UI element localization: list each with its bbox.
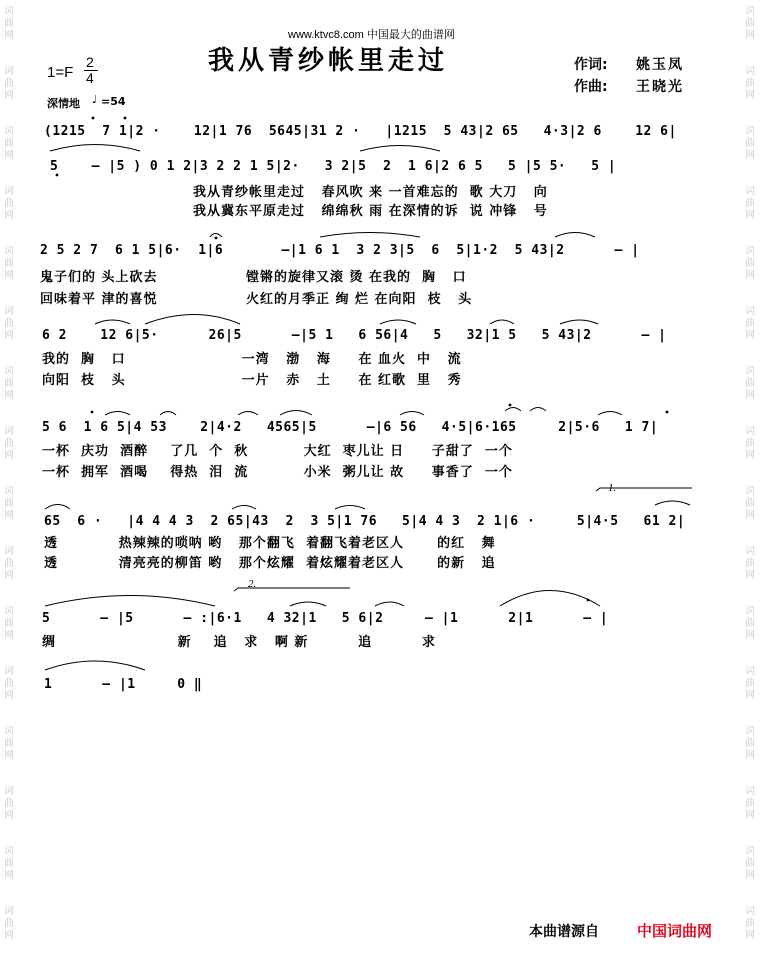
notation-line: 5 — |5 ) 0 1 2|3 2 2 1 5|2· 3 2|5 2 1 6|2 6 5 5 |5 5· 5 | xyxy=(50,159,617,174)
slur-arc xyxy=(45,596,215,607)
watermark-block: 词曲网 xyxy=(745,66,755,101)
watermark-block: 词曲网 xyxy=(4,726,14,761)
watermark-block: 词曲网 xyxy=(4,306,14,341)
lyric-line-verse-1: 绸 新 追 求 啊 新 追 求 xyxy=(42,635,436,650)
slur-arc xyxy=(45,661,145,670)
first-ending-label: 1. xyxy=(608,482,617,494)
watermark-block: 词曲网 xyxy=(4,126,14,161)
lyric-line-verse-2: 回味着平 津的喜悦 火红的月季正 绚 烂 在向阳 枝 头 xyxy=(40,292,473,307)
slur-arc xyxy=(105,412,130,416)
second-ending-label: 2. xyxy=(248,578,257,590)
octave-dot xyxy=(56,174,59,177)
time-signature-bottom: 4 xyxy=(86,70,94,86)
lyric-line-verse-1: 一杯 庆功 酒醉 了几 个 秋 大红 枣儿让 日 子甜了 一个 xyxy=(42,444,513,459)
slur-arc xyxy=(360,146,440,152)
lyric-line-verse-1: 鬼子们的 头上砍去 镗锵的旋律又滚 烫 在我的 胸 口 xyxy=(40,270,467,285)
watermark-block: 词曲网 xyxy=(745,426,755,461)
lyric-line-verse-2: 一杯 拥军 酒喝 得热 泪 流 小米 粥儿让 故 事香了 一个 xyxy=(42,465,513,480)
watermark-block: 词曲网 xyxy=(745,6,755,41)
lyric-line-verse-1: 我从青纱帐里走过 春风吹 来 一首难忘的 歌 大刀 向 xyxy=(193,185,548,200)
watermark-block: 词曲网 xyxy=(4,846,14,881)
octave-dot xyxy=(666,411,669,414)
key-signature: 1=F xyxy=(47,64,74,81)
notation-line: 2 5 2 7 6 1 5|6· 1|6 —|1 6 1 3 2 3|5 6 5|1·2 5 43|2 — | xyxy=(40,243,640,258)
slur-arc xyxy=(95,320,130,324)
watermark-block: 词曲网 xyxy=(745,546,755,581)
watermark-block: 词曲网 xyxy=(4,186,14,221)
slur-arc xyxy=(238,412,258,416)
watermark-block: 词曲网 xyxy=(745,486,755,521)
lyric-line-verse-1: 透 热辣辣的唢呐 哟 那个翻飞 着翻飞着老区人 的红 舞 xyxy=(44,536,496,551)
watermark-block: 词曲网 xyxy=(745,726,755,761)
quarter-note-icon: ♩ xyxy=(92,93,98,106)
composer-name: 王晓光 xyxy=(636,79,684,95)
slur-arc xyxy=(290,602,326,606)
octave-dot xyxy=(91,411,94,414)
lyric-line-verse-2: 我从冀东平原走过 绵绵秋 雨 在深情的诉 说 冲锋 号 xyxy=(193,204,548,219)
notation-line: (1215 7 1|2 · 12|1 76 5645|31 2 · |1215 5 43|2 65 4·3|2 6 12 6| xyxy=(44,124,677,139)
slur-arc xyxy=(280,411,312,416)
slur-arc xyxy=(210,234,222,238)
watermark-block: 词曲网 xyxy=(4,906,14,941)
watermark-block: 词曲网 xyxy=(4,666,14,701)
octave-dot xyxy=(509,404,512,407)
fermata-dot xyxy=(587,599,590,602)
lyricist-name: 姚玉凤 xyxy=(636,57,684,73)
lyric-line-verse-2: 向阳 枝 头 一片 赤 土 在 红歌 里 秀 xyxy=(42,373,462,388)
slur-arc xyxy=(50,145,140,152)
slur-arc xyxy=(145,315,240,325)
first-ending-bracket xyxy=(596,488,692,491)
slur-arc xyxy=(505,408,521,412)
watermark-block: 词曲网 xyxy=(745,186,755,221)
tempo-value: =54 xyxy=(101,95,126,108)
slur-arc xyxy=(45,505,70,510)
notation-line: 5 6 1 6 5|4 53 2|4·2 4565|5 —|6 56 4·5|6·165 2|5·6 1 7| xyxy=(42,420,659,435)
slur-arc xyxy=(232,506,256,510)
notation-line: 6 2 12 6|5· 26|5 —|5 1 6 56|4 5 32|1 5 5 43|2 — | xyxy=(42,328,667,343)
octave-dot xyxy=(124,117,127,120)
composer-label: 作曲: xyxy=(574,79,608,95)
footer-source-label: 本曲谱源自 xyxy=(529,924,599,940)
watermark-block: 词曲网 xyxy=(4,486,14,521)
slur-arc xyxy=(560,320,598,324)
lyric-line-verse-1: 我的 胸 口 一湾 渤 海 在 血火 中 流 xyxy=(42,352,462,367)
watermark-block: 词曲网 xyxy=(4,606,14,641)
watermark-block: 词曲网 xyxy=(745,846,755,881)
slur-arc xyxy=(375,602,404,606)
second-ending-bracket xyxy=(234,588,350,591)
slur-arc xyxy=(655,501,690,505)
watermark-block: 词曲网 xyxy=(745,906,755,941)
watermark-block: 词曲网 xyxy=(4,426,14,461)
watermark-block: 词曲网 xyxy=(4,366,14,401)
slur-arc xyxy=(490,320,514,324)
slur-arc xyxy=(555,233,595,238)
watermark-block: 词曲网 xyxy=(4,786,14,821)
slur-arc xyxy=(598,412,622,416)
watermark-block: 词曲网 xyxy=(4,546,14,581)
lyric-line-verse-2: 透 清亮亮的柳笛 哟 那个炫耀 着炫耀着老区人 的新 追 xyxy=(44,556,496,571)
slur-arc xyxy=(530,408,546,412)
slur-arc xyxy=(400,412,424,416)
octave-dot xyxy=(92,117,95,120)
watermark-block: 词曲网 xyxy=(745,126,755,161)
slur-arc xyxy=(500,591,600,607)
watermark-block: 词曲网 xyxy=(4,6,14,41)
footer-source-name: 中国词曲网 xyxy=(637,922,713,940)
slur-arc xyxy=(320,233,420,238)
watermark-block: 词曲网 xyxy=(745,306,755,341)
tempo-marking: 深情地 xyxy=(47,97,80,110)
time-signature-top: 2 xyxy=(86,54,94,70)
watermark-block: 词曲网 xyxy=(745,246,755,281)
site-caption: www.ktvc8.com 中国最大的曲谱网 xyxy=(288,29,455,41)
octave-dot xyxy=(215,237,218,240)
watermark-block: 词曲网 xyxy=(4,66,14,101)
watermark-block: 词曲网 xyxy=(4,246,14,281)
notation-line: 1 — |1 0 ‖ xyxy=(44,677,203,692)
watermark-block: 词曲网 xyxy=(745,366,755,401)
slur-arc xyxy=(335,506,365,510)
notation-line: 5 — |5 — :|6·1 4 32|1 5 6|2 — |1 2|1 — | xyxy=(42,611,609,626)
watermark-block: 词曲网 xyxy=(745,606,755,641)
song-title: 我从青纱帐里走过 xyxy=(208,46,449,76)
lyricist-label: 作词: xyxy=(574,57,608,73)
slur-arc xyxy=(380,320,416,324)
notation-line: 65 6 · |4 4 4 3 2 65|43 2 3 5|1 76 5|4 4 3 2 1|6 · 5|4·5 61 2| xyxy=(44,514,686,529)
watermark-block: 词曲网 xyxy=(745,786,755,821)
watermark-block: 词曲网 xyxy=(745,666,755,701)
slur-arc xyxy=(160,412,176,416)
